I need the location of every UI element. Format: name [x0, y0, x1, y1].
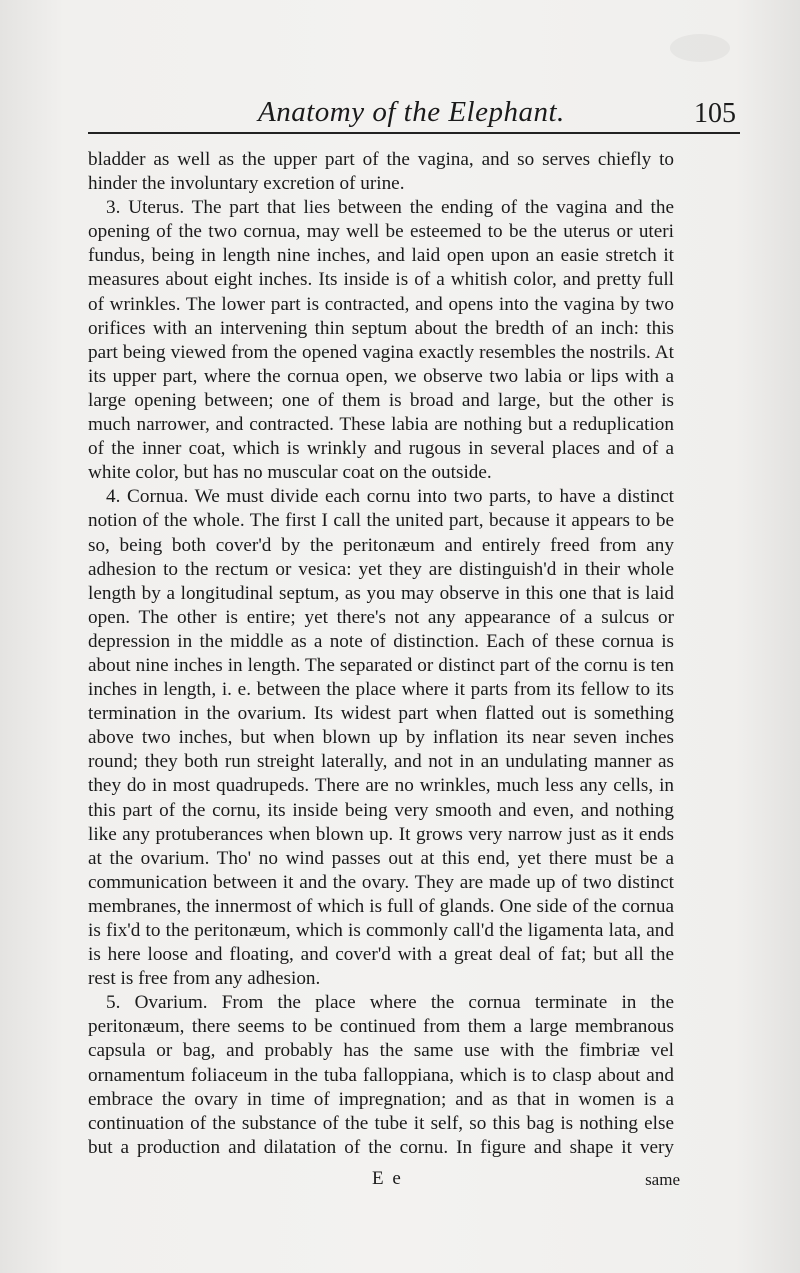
text-block — [88, 148, 674, 1158]
signature-mark: E e — [372, 1168, 403, 1189]
catchword: same — [645, 1170, 680, 1189]
paragraph-cornua: 4. Cornua. We must divide each cornu into two parts, to have a distinct notion of the whole. The first I call the united part, because it appears to be so, being both cover'd by the peritonæum and entirely freed from any adhesion to the rectum or vesica: yet they are distinguish'd in their whole length by a longitudinal septum, as you may observe in this one that is laid open. The other is entire; yet there's not any appearance of a sulcus or depression in the middle as a note of distinction. Each of these cornua is about nine inches in length. The separated or distinct part of the cornu is ten inches in length, i. e. between the place where it parts from its fellow to its termination in the ovarium. Its widest part when flatted out is something above two inches, but when blown up by inflation its near seven inches round; they both run streight laterally, and not in an undulating manner as they do in most quadrupeds. There are no wrinkles, much less any cells, in this part of the cornu, its inside being very smooth and even, and nothing like any protuberances when blown up. It grows very narrow just as it ends at the ovarium. Tho' no wind passes out at this end, yet there must be a communication between it and the ovary. They are made up of two distinct membranes, the innermost of which is full of glands. One side of the cornua is fix'd to the peritonæum, which is commonly call'd the ligamenta lata, and is here loose and floating, and cover'd with a great deal of fat; but all the rest is free from any adhesion. — [88, 486, 674, 990]
paragraph: bladder as well as the upper part of the vagina, and so serves chiefly to hinder the involuntary excretion of urine. — [88, 149, 674, 195]
page-number: 105 — [694, 98, 736, 129]
running-header — [88, 92, 740, 132]
header-rule — [88, 132, 740, 134]
paragraph-ovarium: 5. Ovarium. From the place where the cornua terminate in the peritonæum, there seems to be continued from them a large membranous capsula or bag, and probably has the same use with the fimbriæ vel ornamentum foliaceum in the tuba falloppiana, which is to clasp about and embrace the ovary in time of impregnation; and as that in women is a continuation of the substance of the tube it self, so this bag is nothing else but a production and dilatation of the cornu. In figure and shape it very — [88, 992, 674, 1158]
paragraph-uterus: 3. Uterus. The part that lies between the ending of the vagina and the opening of the two cornua, may well be esteemed to be the uterus or uteri fundus, being in length nine inches, and laid open upon an easie stretch it measures about eight inches. Its inside is of a whitish color, and pretty full of wrinkles. The lower part is contracted, and opens into the vagina by two orifices with an intervening thin septum about the bredth of an inch: this part being viewed from the opened vagina exactly resembles the nostrils. At its upper part, where the cornua open, we observe two labia or lips with a large opening between; one of them is broad and large, but the other is much narrower, and contracted. These labia are nothing but a reduplication of the inner coat, which is wrinkly and rugous in several places and of a white color, but has no muscular coat on the outside. — [88, 197, 674, 484]
page-smudge — [670, 34, 730, 62]
running-title: Anatomy of the Elephant. — [258, 96, 565, 128]
